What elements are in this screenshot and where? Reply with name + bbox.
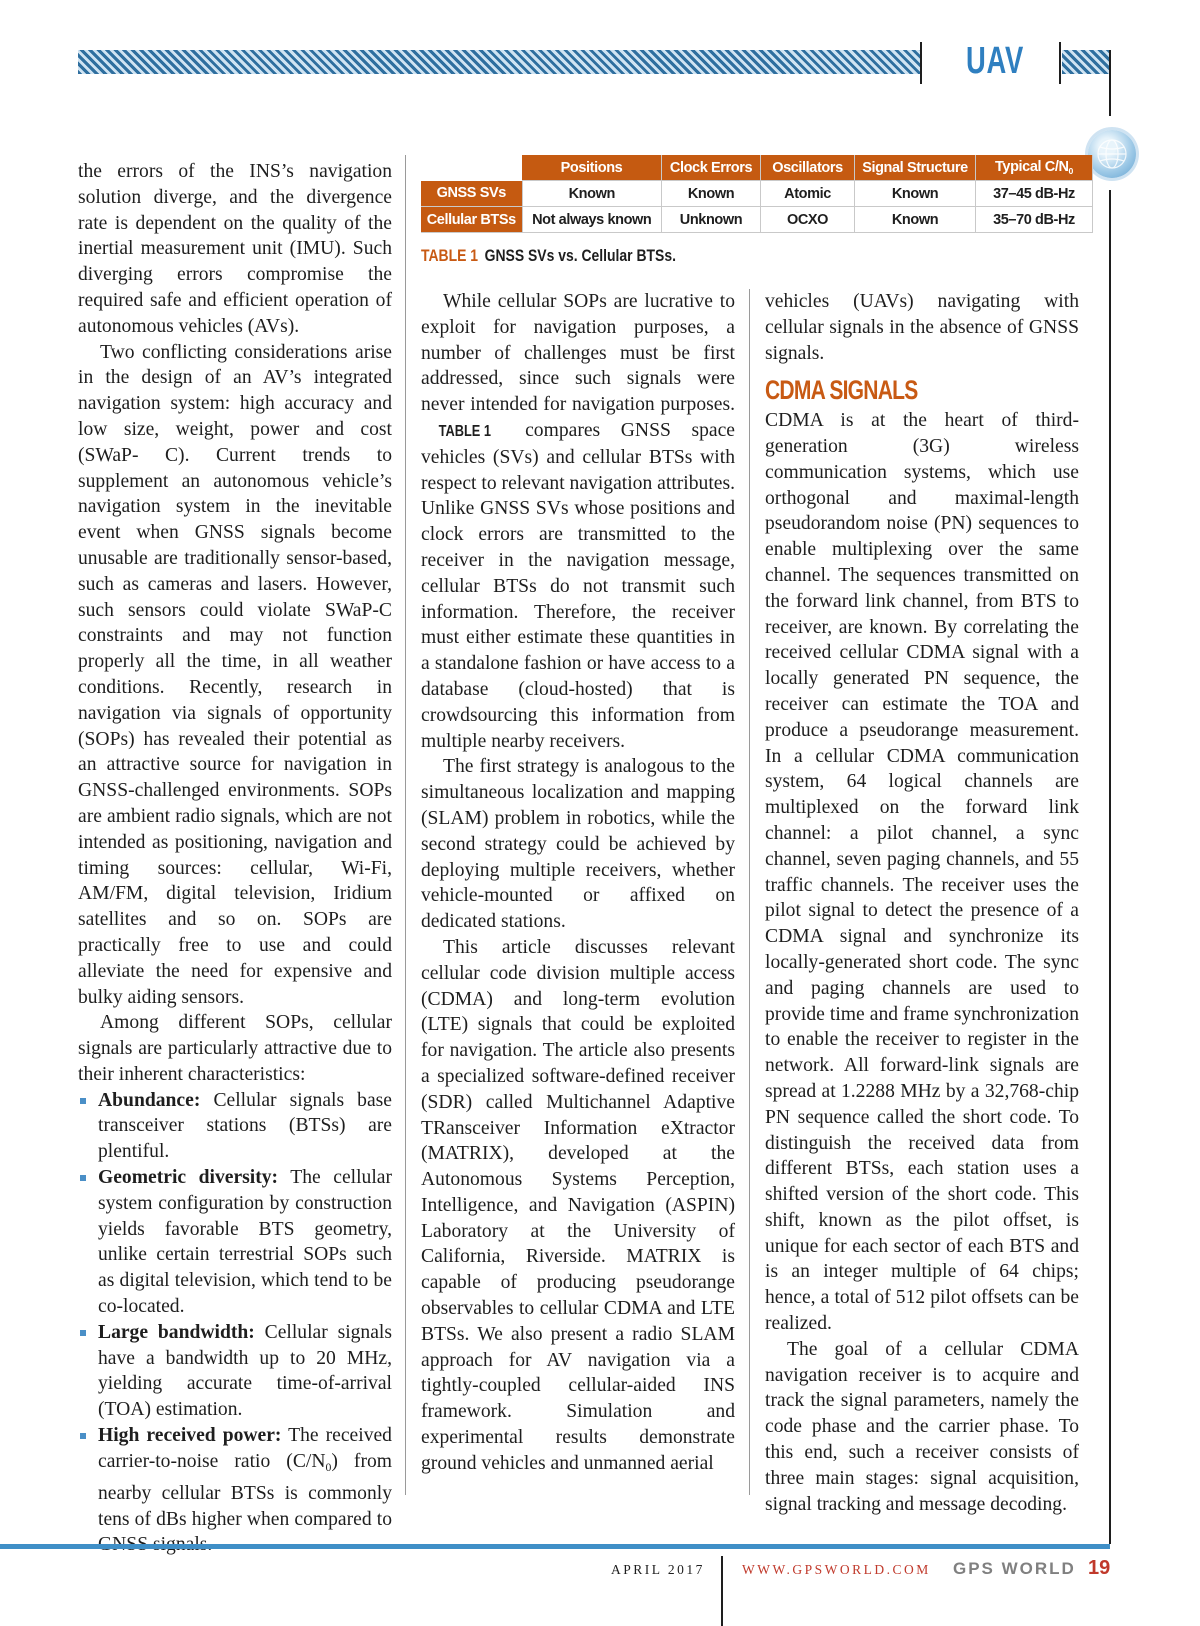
table-cell: 37–45 dB-Hz: [976, 181, 1093, 207]
table-col-header: Signal Structure: [855, 155, 976, 181]
article-column-1: [78, 159, 392, 1558]
header-rule-left: [920, 42, 922, 84]
list-item-text: The received carrier-to-noise ratio (C/N: [98, 1425, 392, 1472]
paragraph: vehicles (UAVs) navigating with cellular signals in the absence of GNSS signals.: [765, 291, 1079, 364]
list-item-text: Cellular signals base transceiver stations (BTSs) are plentiful.: [98, 1089, 392, 1163]
globe-icon: [1088, 130, 1136, 178]
list-item-lead: Abundance:: [98, 1089, 201, 1111]
paragraph: The goal of a cellular CDMA navigation receiver is to acquire and track the signal parameters, namely the code phase and the carrier phase. To this end, such a receiver consists of three main stages: signal acquisition, signal tracking and message decoding.: [765, 1338, 1079, 1515]
table-row-label: GNSS SVs: [421, 181, 522, 207]
article-column-3: [765, 289, 1079, 1517]
article-column-2: [421, 289, 735, 1477]
table-caption-label: TABLE 1: [421, 246, 479, 265]
page-number: 19: [1088, 1557, 1111, 1579]
paragraph: While cellular SOPs are lucrative to exploit for navigation purposes, a number of challenges must be first addressed, since such signals were never intended for navigation purposes. TABLE 1 compares GNSS space vehicles (SVs) and cellular BTSs with respect to relevant navigation attributes. Unlike GNSS SVs whose positions and clock errors are transmitted to the receiver in the navigation message, cellular BTSs do not transmit such information. Therefore, the receiver must either estimate these quantities in a standalone fashion or have access to a database (cloud-hosted) that is crowdsourcing this information from multiple nearby receivers.: [421, 291, 735, 752]
column-divider: [405, 155, 406, 1495]
table-col-header: Clock Errors: [662, 155, 761, 181]
table-caption: [421, 246, 676, 266]
comparison-table: [421, 155, 1093, 233]
table-cell: Atomic: [761, 181, 855, 207]
paragraph: the errors of the INS’s navigation solution diverge, and the divergence rate is dependent on the quality of the inertial measurement unit (IMU). Such diverging errors compromise the required safe and efficient operation of autonomous vehicles (AVs).: [78, 161, 392, 337]
list-item: [78, 1088, 392, 1165]
list-item: [78, 1320, 392, 1423]
table-cell: OCXO: [761, 207, 855, 233]
section-tag: UAV: [966, 40, 1024, 82]
list-item-text: The cellular system configuration by construction yields favorable BTS geometry, unlike certain terrestrial SOPs such as digital television, which tend to be co-located.: [98, 1167, 392, 1318]
footer-url[interactable]: WWW.GPSWORLD.COM: [742, 1562, 931, 1577]
table-reference: TABLE 1: [438, 422, 491, 440]
footer-date: APRIL 2017: [611, 1562, 705, 1577]
list-item: [78, 1423, 392, 1558]
table-header-row: [421, 155, 1093, 181]
footer-bar: [0, 1544, 1110, 1549]
table-caption-text: GNSS SVs vs. Cellular BTSs.: [484, 246, 676, 265]
table-cell: Unknown: [662, 207, 761, 233]
table-cell: Known: [662, 181, 761, 207]
table-col-header: Typical $C/N_0$: [976, 155, 1093, 181]
paragraph: Among different SOPs, cellular signals are particularly attractive due to their inherent characteristics:: [78, 1012, 392, 1085]
paragraph: The first strategy is analogous to the simultaneous localization and mapping (SLAM) problem in robotics, while the second strategy could be achieved by deploying multiple receivers, whether vehicle-mounted or affixed on dedicated stations.: [421, 756, 735, 933]
table-row-label: Cellular BTSs: [421, 207, 522, 233]
list-item: [78, 1165, 392, 1320]
page-edge-rule: [1109, 50, 1111, 116]
paragraph: CDMA is at the heart of third-generation (3G) wireless communication systems, which use orthogonal and maximal-length pseudorandom noise (PN) sequences to enable multiplexing over the same channel. The sequences transmitted on the forward link channel, from BTS to receiver, are known. By correlating the received cellular CDMA signal with a locally generated PN sequence, the receiver can estimate the TOA and produce a pseudorange measurement. In a cellular CDMA communication system, 64 logical channels are multiplexed on the forward link channel: a pilot channel, a sync channel, seven paging channels, and 55 traffic channels. The receiver uses the pilot signal to detect the presence of a CDMA signal and synchronize its locally-generated short code. The sync and paging channels are used to provide time and frame synchronization to enable the receiver to register in the network. All forward-link signals are spread at 1.2288 MHz by a 32,768-chip PN sequence called the short code. To distinguish the received data from different BTSs, each station uses a shifted version of the short code. This shift, known as the pilot offset, is unique for each sector of each BTS and is an integer multiple of 64 chips; hence, a total of 512 pilot offsets can be realized.: [765, 410, 1079, 1335]
list-item-text: Cellular signals have a bandwidth up to 20 MHz, yielding accurate time-of-arrival (TOA) estimation.: [98, 1321, 392, 1421]
table-cell: Known: [855, 207, 976, 233]
list-item-text: ) from nearby cellular BTSs is commonly tens of dBs higher when compared to: [98, 1450, 393, 1530]
table-row: [421, 181, 1093, 207]
list-item-lead: Geometric diversity:: [98, 1167, 279, 1189]
paragraph: This article discusses relevant cellular code division multiple access (CDMA) and long-term evolution (LTE) signals that could be exploited for navigation. The article also presents a specialized software-defined receiver (SDR) called Multichannel Adaptive TRansceiver Information eXtractor (MATRIX), developed at the Autonomous Systems Perception, Intelligence, and Navigation (ASPIN) Laboratory at the University of California, Riverside. MATRIX is capable of producing pseudorange observables to cellular CDMA and LTE BTSs. We also present a radio SLAM approach for AV navigation via a tightly-coupled cellular-aided INS framework. Simulation and experimental results demonstrate ground vehicles and unmanned aerial: [421, 936, 735, 1474]
table-row: [421, 207, 1093, 233]
list-item-lead: Large bandwidth:: [98, 1321, 255, 1343]
table-col-header: Positions: [522, 155, 662, 181]
table-cell: Known: [855, 181, 976, 207]
characteristics-list: [78, 1088, 392, 1558]
paragraph: Two conflicting considerations arise in the design of an AV’s integrated navigation system: high accuracy and low size, weight, power and cost (SWaP- C). Current trends to supplement an autonomous vehicle’s navigation system in the inevitable event when GNSS signals become unusable are traditionally sensor-based, such as cameras and lasers. However, such sensors could violate SWaP-C constraints and may not function properly all the time, in all weather conditions. Recently, research in navigation via signals of opportunity (SOPs) has revealed their potential as an attractive source for navigation in GNSS-challenged environments. SOPs are ambient radio signals, which are not intended as positioning, navigation and timing sources: cellular, Wi-Fi, AM/FM, digital television, Iridium satellites and so on. SOPs are practically free to use and could alleviate the need for expensive and bulky aiding sensors.: [78, 341, 392, 1008]
table-cell: 35–70 dB-Hz: [976, 207, 1093, 233]
section-heading: CDMA SIGNALS: [765, 375, 918, 406]
header-rule-right: [1059, 42, 1061, 84]
list-item-lead: High received power:: [98, 1425, 282, 1447]
header-hatch-band-right: [1062, 50, 1110, 74]
footer-magazine-name: GPS WORLD: [953, 1559, 1076, 1578]
table-cell: Known: [522, 181, 662, 207]
table-corner: [421, 155, 522, 181]
page-edge-rule-lower: [1109, 190, 1111, 1544]
table-cell: Not always known: [522, 207, 662, 233]
footer-divider: [721, 1556, 723, 1626]
table-col-header: Oscillators: [761, 155, 855, 181]
column-divider: [749, 289, 750, 1495]
subscript: 0: [325, 1460, 332, 1474]
header-hatch-band: [78, 50, 920, 74]
